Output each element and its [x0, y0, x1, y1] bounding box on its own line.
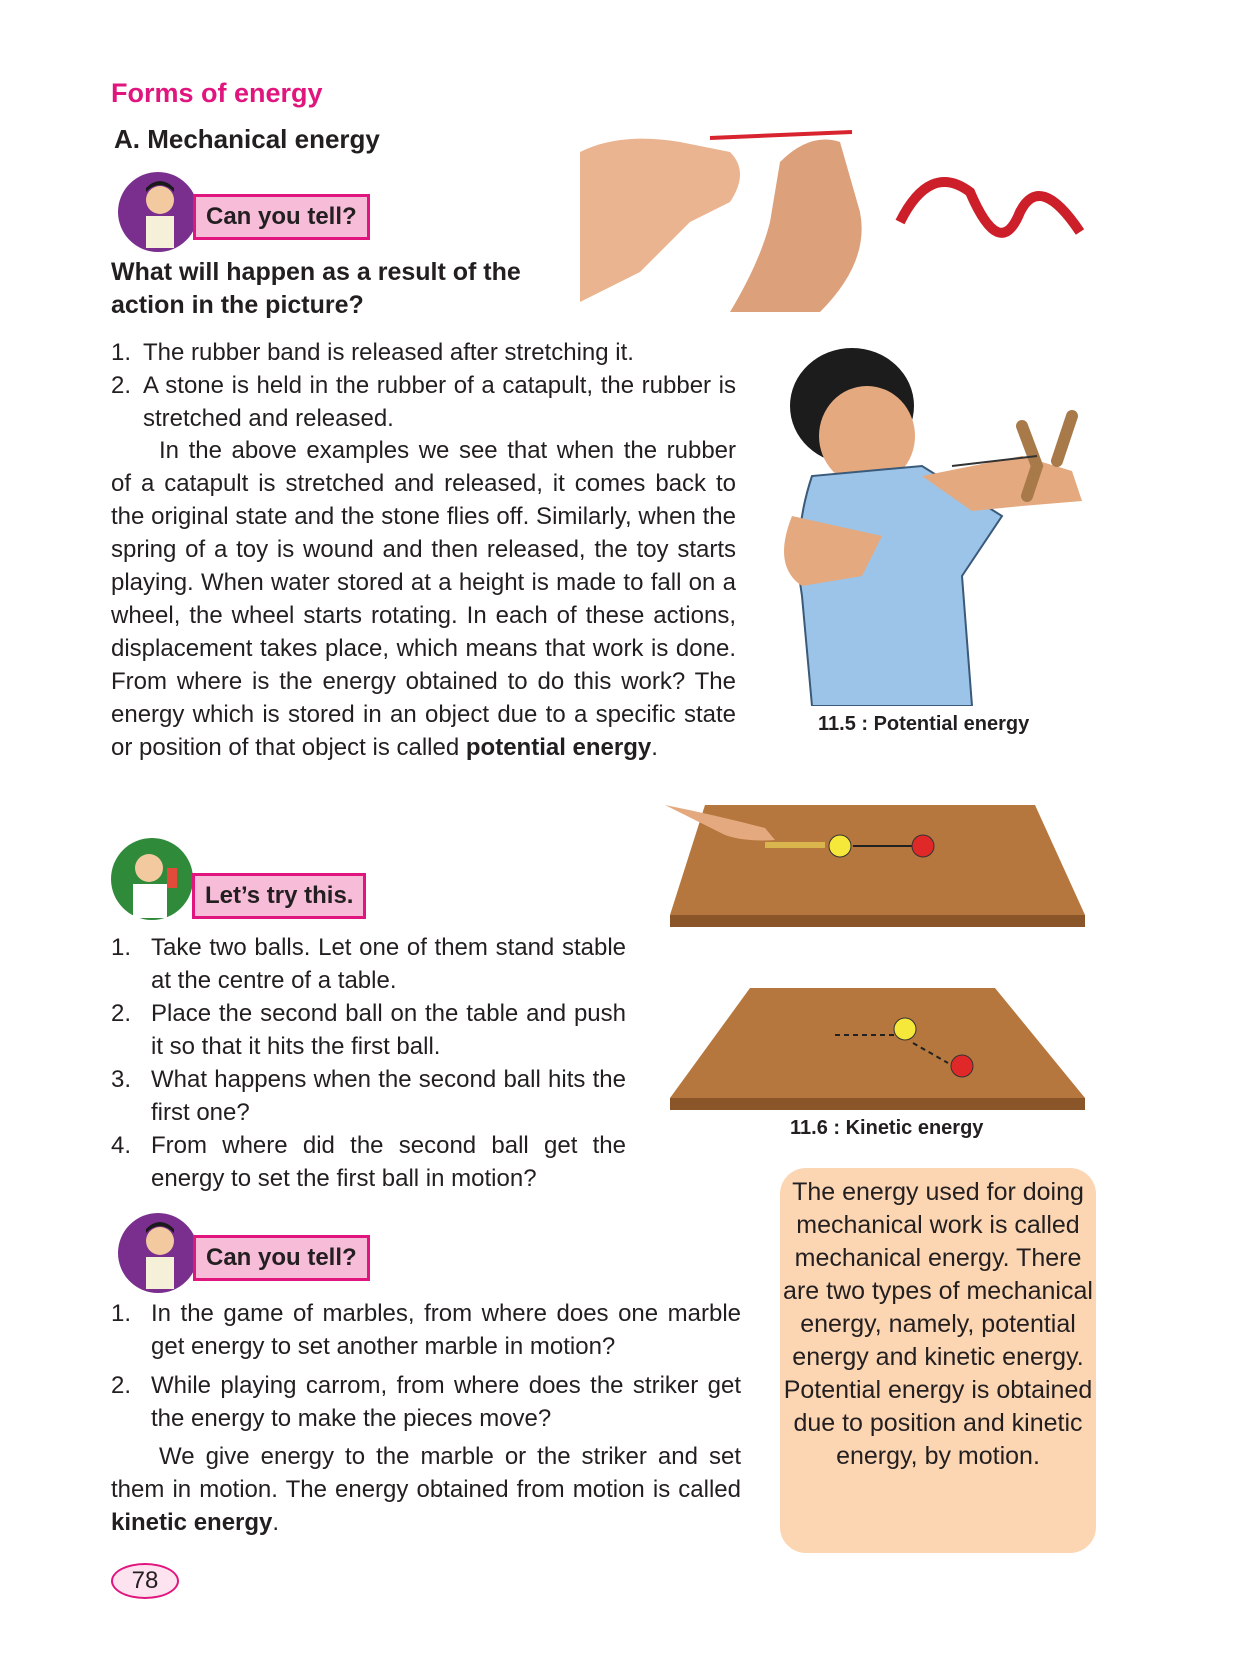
- list-item: 2. Place the second ball on the table and push it so that it hits the first ball.: [111, 1000, 626, 1060]
- boy-figure-icon: [118, 172, 198, 252]
- list-item: 3. What happens when the second ball hits the first one?: [111, 1066, 626, 1126]
- boy-figure-icon: [118, 1213, 198, 1293]
- lets-try-label: Let’s try this.: [192, 873, 366, 919]
- paragraph-potential: In the above examples we see that when the rubber of a catapult is stretched and released, it comes back to the original state and the stone flies off. Similarly, when the spring of a toy is wound and then released, the toy starts playing. When water stored at a height is made to fall on a wheel, the wheel starts rotating. In each of these actions, displacement takes place, which means that work is done. From where is the energy obtained to do this work? The energy which is stored in an object due to a specific state or position of that object is called potential energy.: [111, 437, 736, 761]
- page-number: 78: [111, 1563, 179, 1599]
- list-item: 2. A stone is held in the rubber of a catapult, the rubber is stretched and released.: [111, 372, 736, 432]
- catapult-boy-illustration: [772, 336, 1102, 706]
- list-item: 4. From where did the second ball get the energy to set the first ball in motion?: [111, 1132, 626, 1192]
- boy-avatar-icon: [118, 172, 198, 252]
- can-you-tell-label-2: Can you tell?: [193, 1235, 370, 1281]
- question-text: What will happen as a result of the action in the picture?: [111, 258, 521, 319]
- list-questions: [111, 1297, 741, 1435]
- caption-kinetic-energy: 11.6 : Kinetic energy: [790, 1117, 984, 1139]
- boy-avatar-icon: [118, 1213, 198, 1293]
- can-you-tell-label: Can you tell?: [193, 194, 370, 240]
- caption-potential-energy: 11.5 : Potential energy: [818, 713, 1030, 735]
- paragraph-kinetic: We give energy to the marble or the striker and set them in motion. The energy obtained from motion is called kinetic energy.: [111, 1443, 741, 1536]
- table-balls-illustration-2: [665, 983, 1085, 1118]
- sub-title: A. Mechanical energy: [114, 124, 380, 154]
- list-actions: [111, 336, 736, 435]
- list-item: 1. In the game of marbles, from where does one marble get energy to set another marble in motion?: [111, 1300, 741, 1360]
- list-item: 1. Take two balls. Let one of them stand stable at the centre of a table.: [111, 934, 626, 994]
- list-experiment: [111, 931, 626, 1195]
- list-item: 2. While playing carrom, from where does the striker get the energy to make the pieces move?: [111, 1372, 741, 1432]
- list-item: 1. The rubber band is released after stretching it.: [111, 339, 634, 366]
- table-balls-illustration-1: [665, 800, 1085, 935]
- scientist-avatar-icon: [111, 838, 193, 920]
- rubber-band-photo: [580, 92, 1100, 312]
- section-title: Forms of energy: [111, 78, 323, 108]
- info-box-mechanical-energy: The energy used for doing mechanical work is called mechanical energy. There are two types of mechanical energy, namely, potential energy and kinetic energy. Potential energy is obtained due to position and kinetic energy, by motion.: [780, 1168, 1096, 1553]
